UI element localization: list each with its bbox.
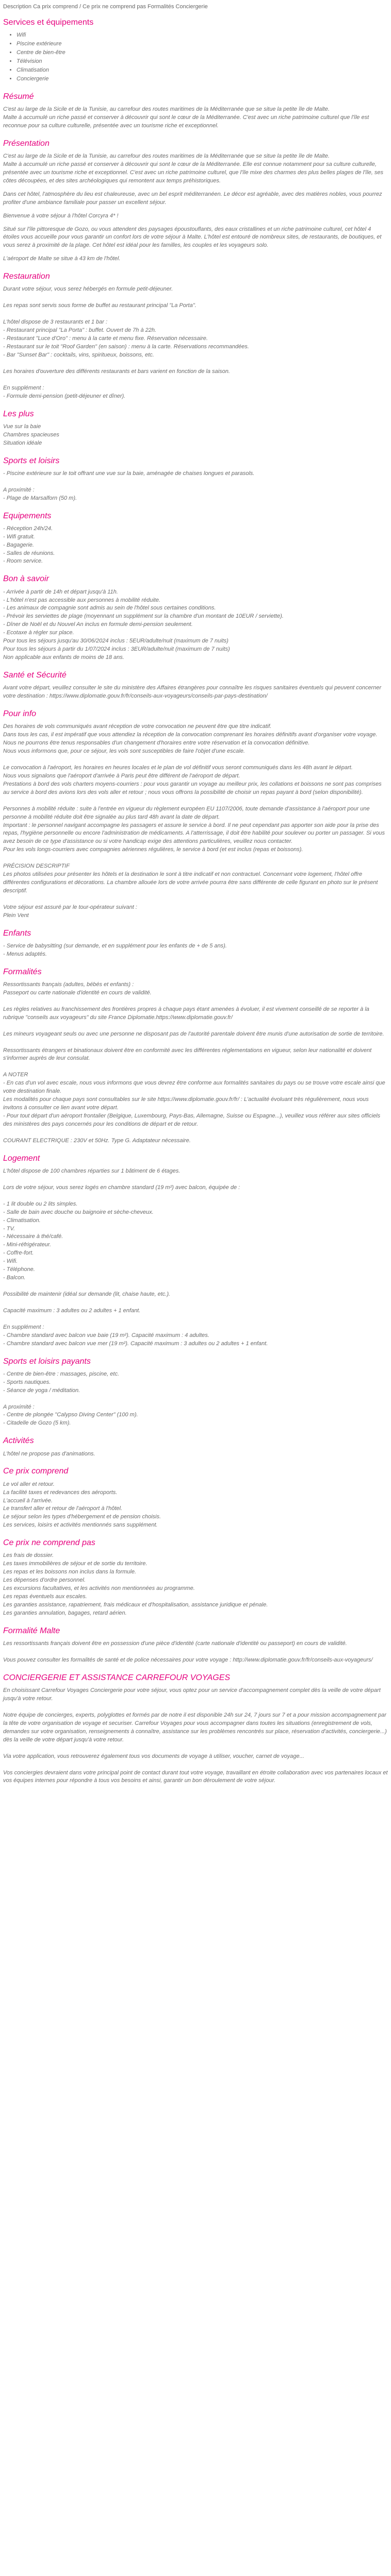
resume-title: Résumé xyxy=(3,92,34,101)
presentation-title: Présentation xyxy=(3,139,50,148)
list-item: • Centre de bien-être xyxy=(17,49,388,57)
activites-text: L'hôtel ne propose pas d'animations. xyxy=(3,1450,95,1457)
resume-text: C'est au large de la Sicile et de la Tunisie, au carrefour des routes maritimes de la Méditerranée que se situe la petite île de Malte. Malte à accumulé un riche passé et conserver à découvrir qui sont le cœur de la Méditerranée. C'est avec un riche patrimoine culturel que l'île est reconnue pour sa culture culturelle, présentée avec un tourisme riche et exceptionnel. xyxy=(3,106,369,129)
sante-text: Avant votre départ, veuillez consulter le site du ministère des Affaires étrangères pour connaître les risques sanitaires éventuels qui peuvent concerner votre destination : https://www.diplomatie.gouv.fr/fr/conseils-aux-voyageurs/conseils-par-pays-destination/ xyxy=(3,685,383,700)
description-header: Description Ca prix comprend / Ce prix ne comprend pas Formalités Conciergerie xyxy=(3,4,208,10)
bon-a-savoir-title: Bon à savoir xyxy=(3,574,49,584)
restauration-title: Restauration xyxy=(3,272,50,281)
equipements-title: Equipements xyxy=(3,511,52,520)
prix-ne-comprend-pas-title: Ce prix ne comprend pas xyxy=(3,1538,95,1548)
presentation-text: C'est au large de la Sicile et de la Tunisie, au carrefour des routes maritimes de la Méditerranée que se situe la petite île de Malte. Malte à accumulé un riche passé et conserver à découvrir qui sont le cœur de la Méditerranée. Elle est connue notamment pour sa culture culturelle, présentée avec un tourisme riche et exceptionnel. C'est avec un riche patrimoine culturel, que l'île mixe des charmes des plus belles plages de l'île, ses côtes découpées, et des sites archéologiques qui remontent aux temps préhistoriques. xyxy=(3,152,383,184)
formalite-malte-title: Formalité Malte xyxy=(3,1626,60,1635)
list-item: • Conciergerie xyxy=(17,75,388,83)
sports-title: Sports et loisirs xyxy=(3,456,60,465)
logement-text: L'hôtel dispose de 100 chambres réparties sur 1 bâtiment de 6 étages. Lors de votre séjour, vous serez logés en chambre standard (19 m²) avec balcon, équipée de : - 1 lit double ou 2 lits simples. - Salle de bain avec douche ou baignoire et sèche-cheveux. - Climatisation. - TV. - Nécessaire à thé/café. - Mini-réfrigérateur. - Coffre-fort. - Wifi. - Téléphone. - Balcon. Possibilité de maintenir (idéal sur demande (lit, chaise haute, etc.). Capacité maximum : 3 adultes ou 2 adultes + 1 enfant. En supplément : - Chambre standard avec balcon vue baie (19 m²). Capacité maximum : 4 adultes. - Chambre standard avec balcon vue mer (19 m²). Capacité maximum : 3 adultes ou 2 adultes + 1 enfant. xyxy=(3,1167,268,1347)
enfants-title: Enfants xyxy=(3,928,31,938)
presentation-text-3: Bienvenue à votre séjour à l'hôtel Corcyra 4* ! xyxy=(3,212,119,219)
restauration-text: Durant votre séjour, vous serez hébergés en formule petit-déjeuner. Les repas sont servis sous forme de buffet au restaurant principal "La Porta". L'hôtel dispose de 3 restaurants et 1 bar : - Restaurant principal "La Porta" : buffet. Ouvert de 7h à 22h. - Restaurant "Luce d'Oro" : menu à la carte et menu fixe. Réservation nécessaire. - Restaurant sur le toit "Roof Garden" (en saison) : menu à la carte. Réservations recommandées. - Bar "Sunset Bar" : cocktails, vins, spiritueux, boissons, etc. Les horaires d'ouverture des différents restaurants et bars varient en fonction de la saison. En supplément : - Formule demi-pension (petit-déjeuner et dîner). xyxy=(3,286,249,399)
les-plus-text: Vue sur la baie Chambres spacieuses Situation idéale xyxy=(3,423,59,446)
presentation-text-2: Dans cet hôtel, l'atmosphère du lieu est chaleureuse, avec un bel esprit méditerranéen. Le décor est agréable, avec des matières nobles, vous pourrez profiter d'une ambiance familiale pour passer un excellent séjour. xyxy=(3,191,384,206)
formalite-malte-text: Les ressortissants français doivent être en possession d'une pièce d'identité (carte nationale d'identité ou passeport) en cours de validité. Vous pouvez consulter les formalités de santé et de police nécessaires pour votre voyage : http://www.diplomatie.gouv.fr/fr/conseils-aux-voyageurs/ xyxy=(3,1640,373,1663)
bon-a-savoir-text: - Arrivée à partir de 14h et départ jusqu'à 11h. - L'hôtel n'est pas accessible aux personnes à mobilité réduite. - Les animaux de compagnie sont admis au sein de l'hôtel sous certaines conditions. - Prévoir les serviettes de plage (moyennant un supplément sur la chambre d'un montant de 10EUR / serviette). - Dîner de Noël et du Nouvel An inclus en formule demi-pension seulement. - Ecotaxe à régler sur place. Pour tous les séjours jusqu'au 30/06/2024 inclus : 5EUR/adulte/nuit (maximum de 7 nuits) Pour tous les séjours à partir du 1/07/2024 inclus : 3EUR/adulte/nuit (maximum de 7 nuits) Non applicable aux enfants de moins de 18 ans. xyxy=(3,588,284,661)
sante-title: Santé et Sécurité xyxy=(3,671,67,680)
conciergerie-text: En choisissant Carrefour Voyages Conciergerie pour votre séjour, vous optez pour un service d'accompagnement complet dès la veille de votre départ jusqu'à votre retour. Notre équipe de concierges, experts, polyglottes et formés par de notre il est disponible 24h sur 24, 7 jours sur 7 et a pour mission accompagnement par la tête de votre organisation de voyage et securiser. Carrefour Voyages pour vous accompagner dans toutes les situations (enregistrement de vols, demandes sur votre organisation, renseignements à connaître, assistance sur les problèmes rencontrés sur place, réservation d'activités, conciergerie...) dès la veille de votre départ jusqu'à votre retour. Via votre application, vous retrouverez également tous vos documents de voyage à utiliser, voucher, carnet de voyage... Vos conciergies devraient dans votre principal point de contact durant tout votre voyage, travaillant en étroite collaboration avec vos partenaires locaux et vos équipes internes pour répondre à tous vos besoins et ainsi, garantir un bon déroulement de votre séjour. xyxy=(3,1687,388,1784)
presentation-text-4: Situé sur l'île pittoresque de Gozo, ou vous attendent des paysages époustouflants, des eaux cristallines et un riche patrimoine culturel, cet hôtel 4 étoiles vous accueille pour vous garantir un confort lors de votre séjour à Malte. L'hôtel est entouré de nombreux sites, de restaurants, de boutiques, et vous serez à proximité de la plage. Cet hôtel est idéal pour les familles, les couples et les voyageurs solo. xyxy=(3,226,383,249)
list-item: • Climatisation xyxy=(17,66,388,75)
equipements-text: - Réception 24h/24. - Wifi gratuit. - Bagagerie. - Salles de réunions. - Room service. xyxy=(3,525,55,565)
sports-payants-title: Sports et loisirs payants xyxy=(3,1357,91,1366)
prix-comprend-title: Ce prix comprend xyxy=(3,1467,69,1476)
activites-title: Activités xyxy=(3,1436,34,1446)
formalites-title: Formalités xyxy=(3,967,42,976)
les-plus-title: Les plus xyxy=(3,409,34,418)
pour-info-text: Des horaires de vols communiqués avant réception de votre convocation ne peuvent être que titre indicatif. Dans tous les cas, il est impératif que vous attendiez la réception de la convocation comprenant les horaires définitifs avant d'organiser votre voyage. Nous ne pourrons être tenus responsables d'un changement d'horaires entre votre réservation et la convocation définitive. Nous vous informons que, pour ce séjour, les vols sont susceptibles de faire l'objet d'une escale. Le convocation à l'aéroport, les horaires en heures locales et le plan de vol définitif vous seront communiqués dans les 48h avant le départ. Nous vous signalons que l'aéroport d'arrivée à Paris peut être différent de l'aéroport de départ. Prestations à bord des vols charters moyens-courriers : pour vous garantir un voyage au meilleur prix, les collations et boissons ne sont pas comprises au service à bord des avions lors des vols aller et retour ; nous vous offrons la possibilité de choisir un repas payant à bord (selon disponibilité). Personnes à mobilité réduite : suite à l'entrée en vigueur du règlement européen EU 1107/2006, toute demande d'assistance à l'aéroport pour une personne à mobilité réduite doit être signalée au plus tard 48h avant la date de départ. Important : le personnel navigant accompagne les passagers et assure le service à bord. Il ne peut cependant pas apporter son aide pour la prise des repas, l'hygiène personnelle ou encore l'administration de médicaments. A l'atterrissage, il doit être habilité pour soulever ou porter un passager. Si vous avez besoin de ce type d'assistance ou si votre handicap exige des attentions particulières, veuillez nous contacter. Pour les vols longs-courriers avec compagnies aériennes régulières, le service à bord (et est inclus (repas et boissons). PRÉCISION DESCRIPTIF Les photos utilisées pour présenter les hôtels et la destination le sont à titre indicatif et non contractuel. Concernant votre logement, l'hôtel offre différentes configurations et décorations. La chambre allouée lors de votre arrivée pourra être sans différente de celle figurant en photo sur le présent descriptif. Votre séjour est assuré par le tour-opérateur suivant : Plein Vent xyxy=(3,723,385,919)
list-item: • Wifi xyxy=(17,31,388,40)
services-list xyxy=(3,31,388,83)
logement-title: Logement xyxy=(3,1154,40,1163)
presentation-text-5: L'aéroport de Malte se situe à 43 km de l'hôtel. xyxy=(3,256,121,262)
enfants-text: - Service de babysitting (sur demande, et en supplément pour les enfants de + de 5 ans). - Menus adaptés. xyxy=(3,942,227,957)
services-title: Services et équipements xyxy=(3,18,94,27)
sports-payants-text: - Centre de bien-être : massages, piscine, etc. - Sports nautiques. - Séance de yoga / méditation. A proximité : - Centre de plongée "Calypso Diving Center" (100 m). - Citadelle de Gozo (5 km). xyxy=(3,1370,138,1427)
formalites-text: Ressortissants français (adultes, bébés et enfants) : Passeport ou carte nationale d'identité en cours de validité. Les règles relatives au franchissement des frontières propres à chaque pays étant amenées à évoluer, il est vivement conseillé de se reporter à la rubrique "conseils aux voyageurs" du site France Diplomatie.https://www.diplomatie.gouv.fr/ Les mineurs voyageant seuls ou avec une personne ne disposant pas de l'autorité parentale doivent être munis d'une autorisation de sortie de territoire. Ressortissants étrangers et binationaux doivent être en conformité avec les différentes réglementations en vigueur, selon leur nationalité et doivent s'informer auprès de leur consulat. A NOTER - En cas d'un vol avec escale, nous vous informons que vous devrez être conforme aux formalités sanitaires du pays ou se trouve votre escale ainsi que votre destination finale. Les modalités pour chaque pays sont consultables sur le site https://www.diplomatie.gouv.fr/fr/ : L'actualité évoluant très régulièrement, nous vous invitons à consulter ce lien avant votre départ. - Pour tout départ d'un aéroport frontalier (Belgique, Luxembourg, Pays-Bas, Allemagne, Suisse ou Espagne...), veuillez vous référer aux sites officiels des ministères des pays concernés pour les conditions de départ et de retour. COURANT ELECTRIQUE : 230V et 50Hz. Type G. Adaptateur nécessaire. xyxy=(3,981,385,1144)
prix-ne-comprend-pas-text: Les frais de dossier. Les taxes immobilières de séjour et de sortie du territoire. Les repas et les boissons non inclus dans la formule. Les dépenses d'ordre personnel. Les excursions facultatives, et les activités non mentionnées au programme. Les repas éventuels aux escales. Les garanties assistance, rapatriement, frais médicaux et d'hospitalisation, assistance juridique et pénale. Les garanties annulation, bagages, retard aérien. xyxy=(3,1552,268,1616)
prix-comprend-text: Le vol aller et retour. La facilité taxes et redevances des aéroports. L'accueil à l'arrivée. Le transfert aller et retour de l'aéroport à l'hôtel. Le séjour selon les types d'hébergement et de pension choisis. Les services, loisirs et activités mentionnés sans supplément. xyxy=(3,1481,161,1529)
list-item: • Télévision xyxy=(17,58,388,66)
list-item: • Piscine extérieure xyxy=(17,40,388,48)
pour-info-title: Pour info xyxy=(3,709,37,719)
sports-text: - Piscine extérieure sur le toit offrant une vue sur la baie, aménagée de chaises longues et parasols. A proximité : - Plage de Marsalforn (50 m). xyxy=(3,470,255,501)
conciergerie-title: CONCIERGERIE ET ASSISTANCE CARREFOUR VOYAGES xyxy=(3,1673,231,1682)
